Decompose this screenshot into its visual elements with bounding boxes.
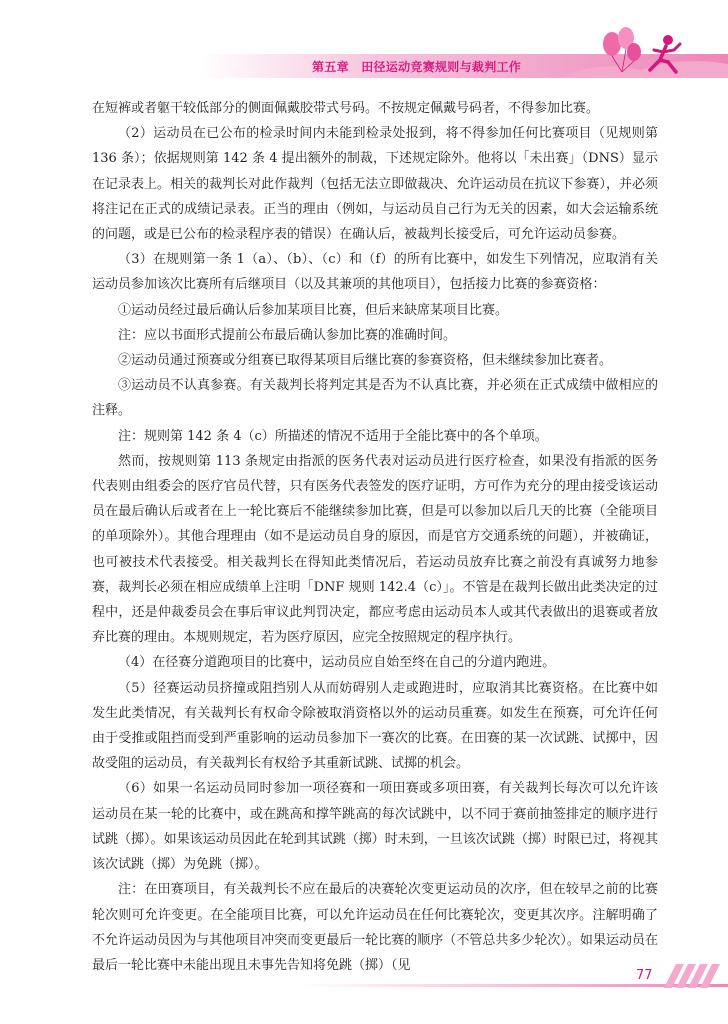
footer-banner <box>0 960 728 1000</box>
page-header <box>0 0 728 88</box>
paragraph-note-2: 注：规则第 142 条 4（c）所描述的情况不适用于全能比赛中的各个单项。 <box>118 428 548 444</box>
page-footer <box>0 960 728 1000</box>
paragraph-item-2: ②运动员通过预赛或分组赛已取得某项目后继比赛的参赛资格，但未继续参加比赛者。 <box>118 353 613 369</box>
paragraph-item-1: ①运动员经过最后确认后参加某项目比赛，但后来缺席某项目比赛。 <box>118 302 509 318</box>
paragraph-item-3: ③运动员不认真参赛。有关裁判长将判定其是否为不认真比赛，并必须在正式成绩中做相应的注释。 <box>92 378 658 419</box>
paragraph-note-1: 注：应以书面形式提前公布最后确认参加比赛的准确时间。 <box>118 327 457 343</box>
paragraph-rule-2: （2）运动员在已公布的检录时间内未能到检录处报到，将不得参加任何比赛项目（见规则第 136 条）；依据规则第 142 条 4 提出额外的制裁，下述规定除外。他将以「未出赛」（DNS）显示在记录表上。相关的裁判长对此作裁判（包括无法立即做裁决、允许运动员在抗议下参赛），并必须将注记在正式的成绩记录表。正当的理由（例如，与运动员自己行为无关的因素，如大会运输系统的问题，或是已公布的检录程序表的错误）在确认后，被裁判长接受后，可允许运动员参赛。 <box>92 126 658 243</box>
paragraph-rule-6: （6）如果一名运动员同时参加一项径赛和一项田赛或多项田赛，有关裁判长每次可以允许该运动员在某一轮的比赛中，或在跳高和撑竿跳高的每次试跳中，以不同于赛前抽签排定的顺序进行试跳（掷）。如果该运动员因此在轮到其试跳（掷）时未到，一旦该次试跳（掷）时限已过，将视其该次试跳（掷）为免跳（掷）。 <box>92 781 658 873</box>
document-body <box>92 96 658 978</box>
paragraph-medical: 然而，按规则第 113 条规定由指派的医务代表对运动员进行医疗检查，如果没有指派的医务代表则由组委会的医疗官员代替，只有医务代表签发的医疗证明，方可作为充分的理由接受该运动员在最后确认后或者在上一轮比赛后不能继续参加比赛，但是可以参加以后几天的比赛（全能项目的单项除外）。其他合理理由（如不是运动员自身的原因，而是官方交通系统的问题），并被确证，也可被技术代表接受。相关裁判长在得知此类情况后，若运动员放弃比赛之前没有真诚努力地参赛，裁判长必须在相应成绩单上注明「DNF 规则 142.4（c）」。不管是在裁判长做出此类决定的过程中，还是仲裁委员会在事后审议此判罚决定，都应考虑由运动员本人或其代表做出的退赛或者放弃比赛的理由。本规则规定，若为医疗原因，应完全按照规定的程序执行。 <box>92 453 658 646</box>
paragraph-note-3: 注：在田赛项目，有关裁判长不应在最后的决赛轮次变更运动员的次序，但在较早之前的比赛轮次则可允许变更。在全能项目比赛，可以允许运动员在任何比赛轮次，变更其次序。注解明确了不允许运动员因为与其他项目冲突而变更最后一轮比赛的顺序（不管总共多少轮次）。如果运动员在最后一轮比赛中未能出现且未事先告知将免跳（掷）（见 <box>92 882 658 973</box>
paragraph-rule-4: （4）在径赛分道跑项目的比赛中，运动员应自始至终在自己的分道内跑进。 <box>118 655 556 671</box>
paragraph-rule-5: （5）径赛运动员挤撞或阻挡别人从而妨碍别人走或跑进时，应取消其比赛资格。在比赛中如发生此类情况，有关裁判长有权命令除被取消资格以外的运动员重赛。如发生在预赛，可允许任何由于受推或阻挡而受到严重影响的运动员参加下一赛次的比赛。在田赛的某一次试跳、试掷中，因故受阻的运动员，有关裁判长有权给予其重新试跳、试掷的机会。 <box>92 680 658 772</box>
footer-line <box>300 984 728 987</box>
page-number: 77 <box>636 968 653 983</box>
paragraph-continuation: 在短裤或者躯干较低部分的侧面佩戴胶带式号码。不按规定佩戴号码者，不得参加比赛。 <box>92 101 600 116</box>
paragraph-rule-3: （3）在规则第一条 1（a）、（b）、（c）和（f）的所有比赛中，如发生下列情况，应取消有关运动员参加该次比赛所有后继项目（以及其兼项的其他项目），包括接力比赛的参赛资格： <box>92 252 658 293</box>
chapter-title: 第五章 田径运动竞赛规则与裁判工作 <box>312 60 522 74</box>
